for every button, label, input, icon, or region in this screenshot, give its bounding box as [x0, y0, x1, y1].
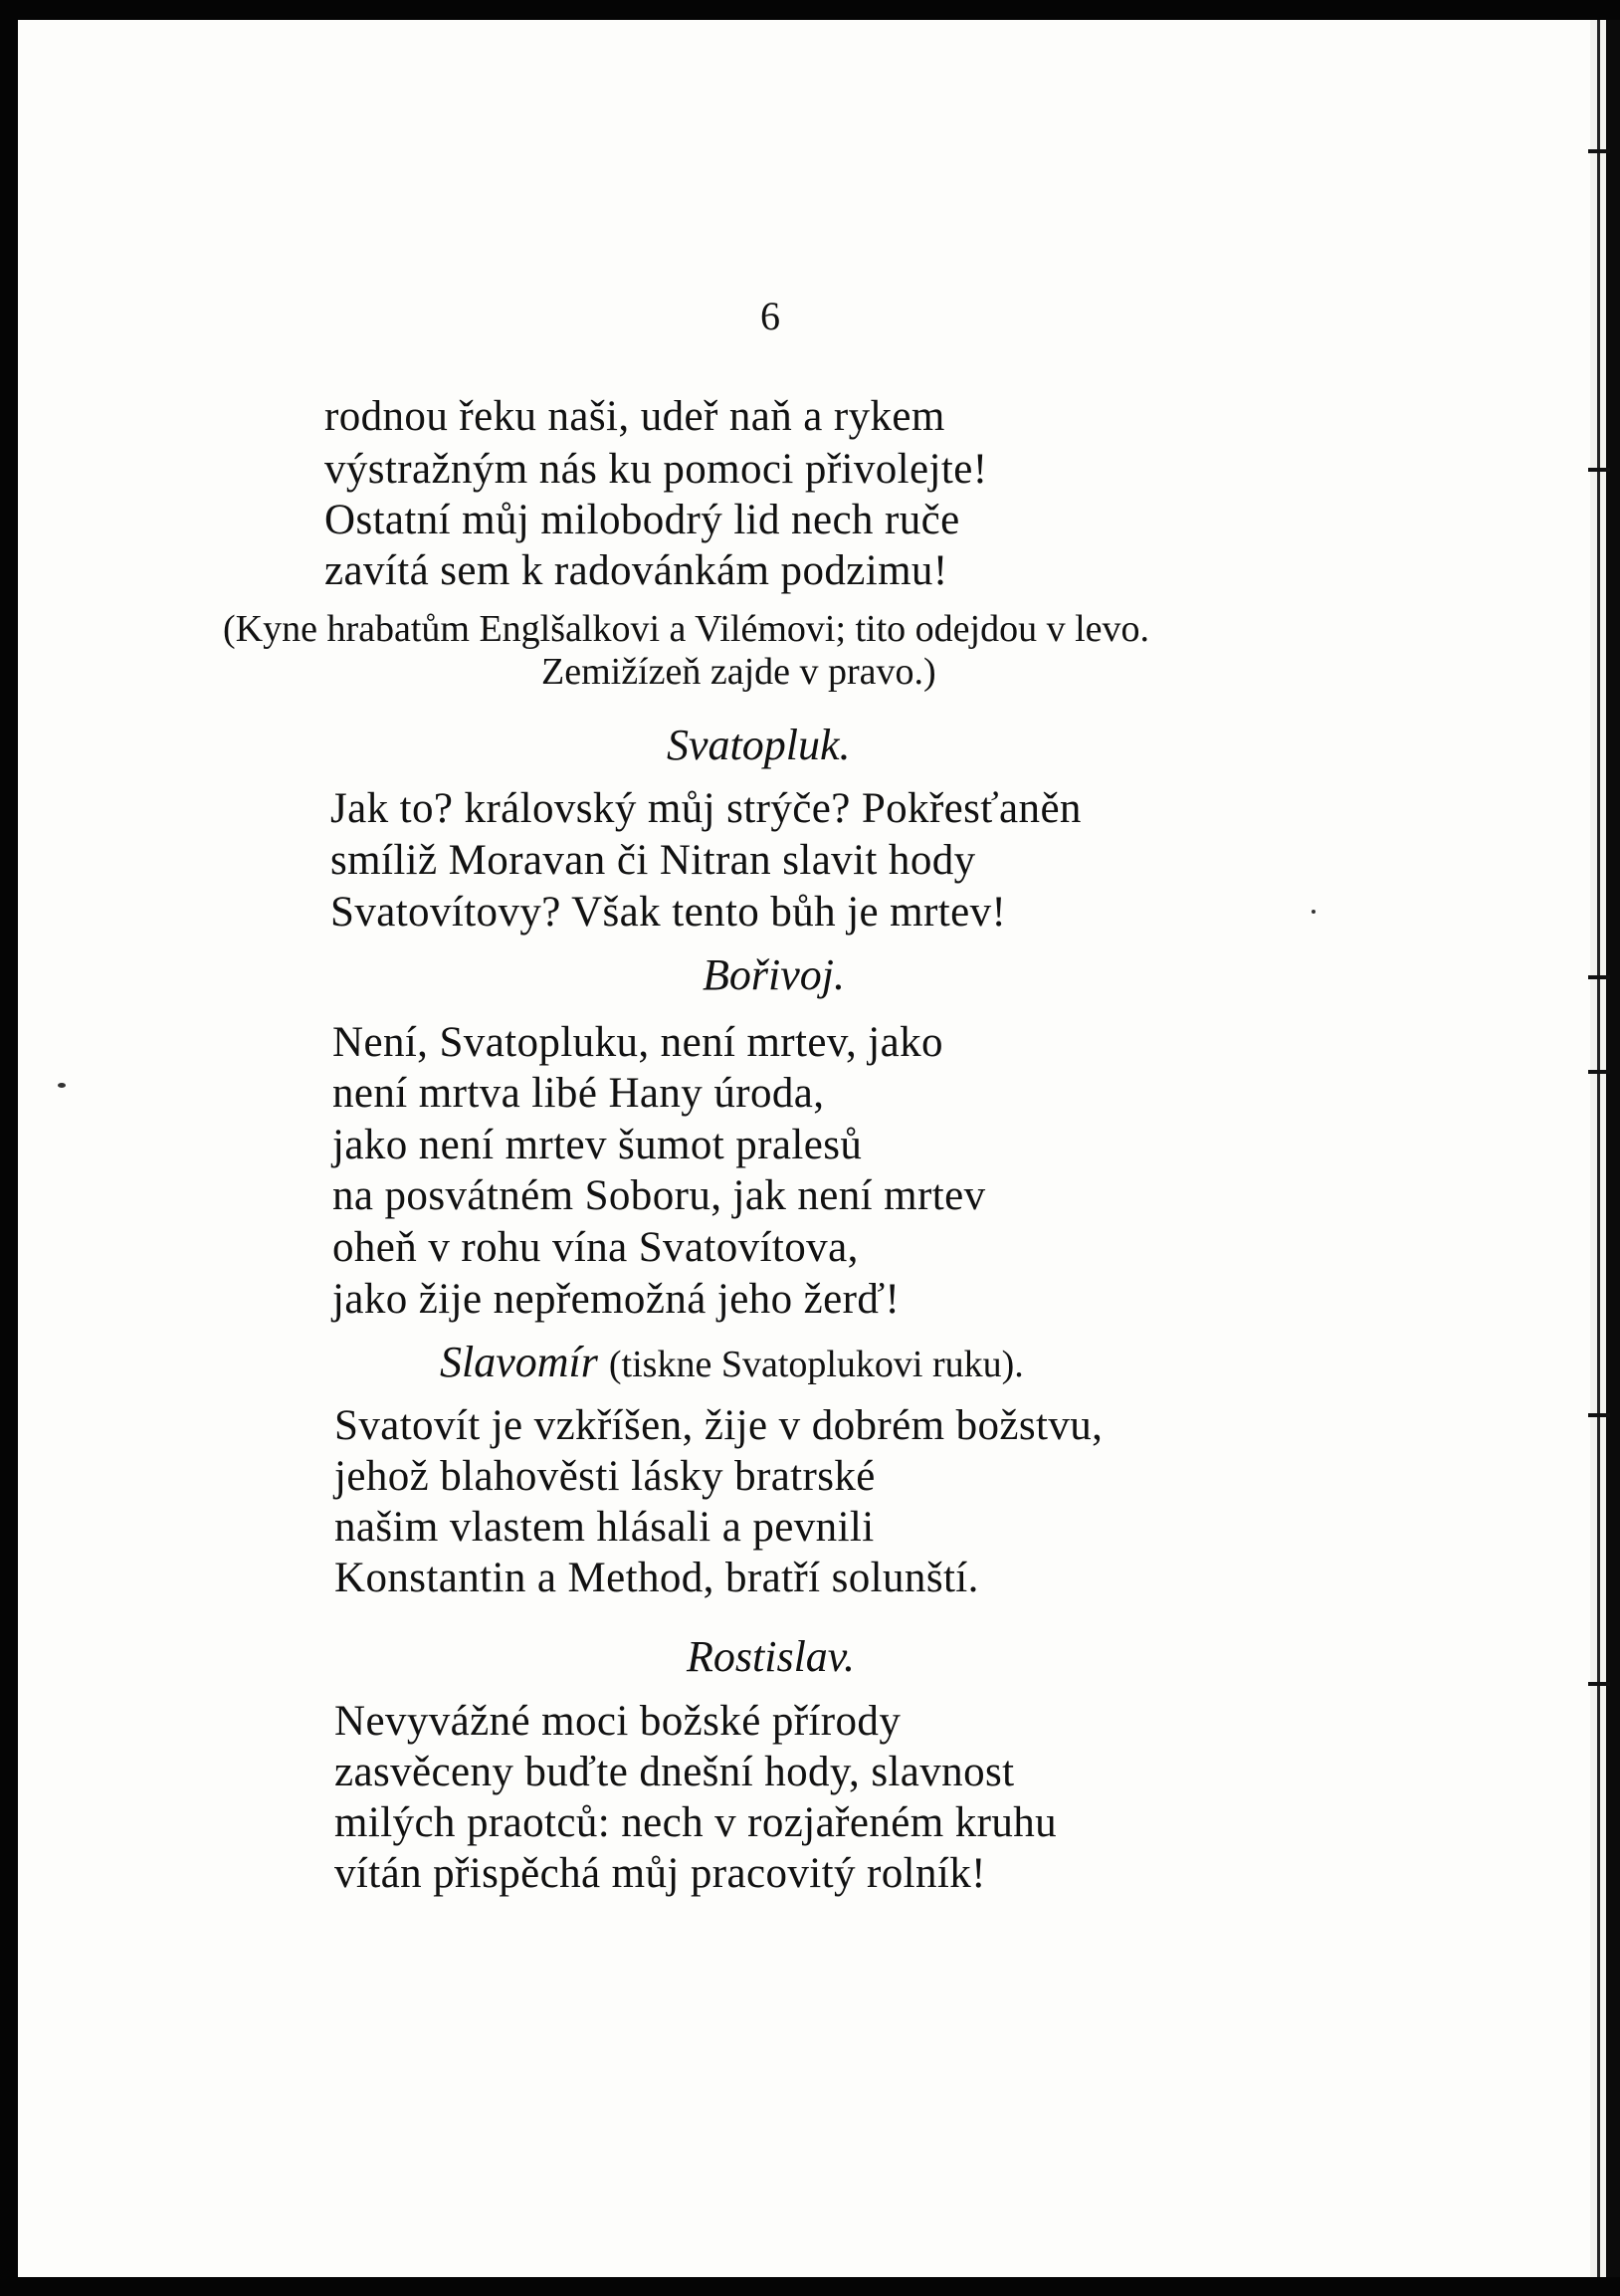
verse-line: není mrtva libé Hany úroda, [332, 1070, 825, 1117]
verse-line: Svatovítovy? Však tento bůh je mrtev! [330, 889, 1007, 936]
edge-mark [1588, 1070, 1610, 1074]
verse-line: Jak to? královský můj strýče? Pokřesťaněn [330, 785, 1082, 832]
stage-direction: (Kyne hrabatům Englšalkovi a Vilémovi; tito odejdou v levo. [223, 608, 1150, 650]
verse-line: zavítá sem k radovánkám podzimu! [324, 547, 948, 594]
verse-line: jako žije nepřemožná jeho žerď! [332, 1276, 901, 1323]
speaker-line [440, 1338, 1024, 1389]
verse-line: vítán přispěchá můj pracovitý rolník! [334, 1850, 986, 1897]
verse-line: smíliž Moravan či Nitran slavit hody [330, 837, 976, 884]
verse-line: našim vlastem hlásali a pevnili [334, 1504, 875, 1551]
stage-direction: Zemižízeň zajde v pravo.) [541, 651, 936, 693]
verse-line: oheň v rohu vína Svatovítova, [332, 1224, 859, 1271]
verse-line: Není, Svatopluku, není mrtev, jako [332, 1019, 943, 1066]
verse-line: rodnou řeku naši, udeř naň a rykem [324, 393, 945, 440]
speaker-name: Rostislav. [687, 1632, 856, 1681]
verse-line: Nevyvážné moci božské přírody [334, 1698, 902, 1745]
speaker-name: Slavomír [440, 1338, 598, 1386]
verse-line: Svatovít je vzkříšen, žije v dobrém božstvu, [334, 1402, 1104, 1449]
verse-line: jehož blahověsti lásky bratrské [334, 1453, 876, 1500]
stage-direction: (tiskne Svatoplukovi ruku). [608, 1344, 1024, 1385]
scan-speck [1312, 910, 1316, 914]
edge-mark [1588, 975, 1610, 979]
edge-mark [1588, 149, 1610, 153]
speaker-name: Bořivoj. [703, 950, 845, 999]
page-edge-line [1597, 20, 1600, 2277]
edge-mark [1588, 1682, 1610, 1686]
edge-mark [1588, 1413, 1610, 1417]
verse-line: výstražným nás ku pomoci přivolejte! [324, 446, 988, 493]
verse-line: na posvátném Soboru, jak není mrtev [332, 1172, 986, 1219]
verse-line: Ostatní můj milobodrý lid nech ruče [324, 497, 960, 543]
verse-line: zasvěceny buďte dnešní hody, slavnost [334, 1749, 1015, 1795]
edge-mark [1588, 468, 1610, 472]
verse-line: milých praotců: nech v rozjařeném kruhu [334, 1799, 1058, 1846]
speaker-name: Svatopluk. [667, 721, 851, 769]
verse-line: jako není mrtev šumot pralesů [332, 1122, 863, 1168]
page-number: 6 [760, 294, 780, 338]
scan-speck [58, 1083, 66, 1088]
verse-line: Konstantin a Method, bratří solunští. [334, 1555, 979, 1601]
